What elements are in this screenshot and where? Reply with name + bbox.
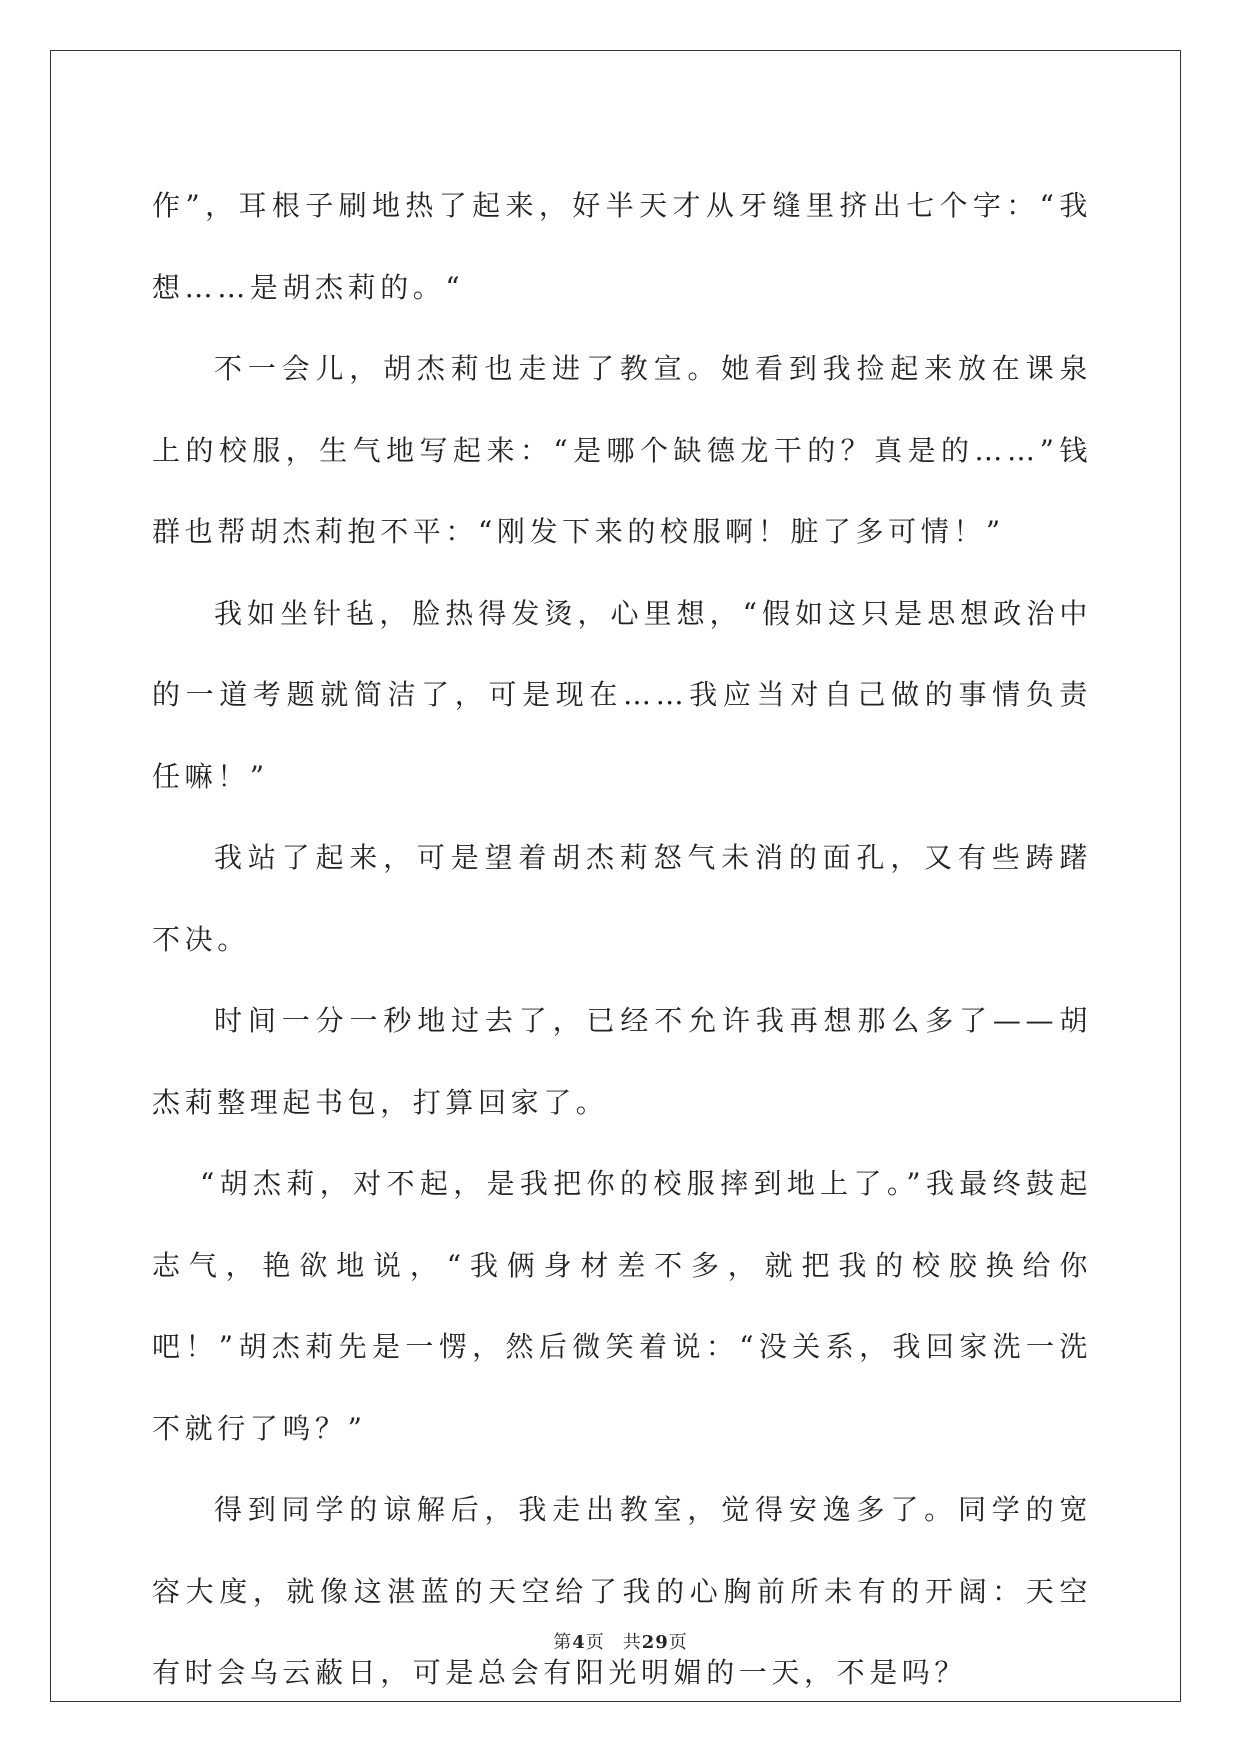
document-body [152,165,1092,1714]
paragraph-1: 作”，耳根子刷地热了起来，好半天才从牙缝里挤出七个字：“我想……是胡杰莉的。“ [152,189,1092,304]
page-footer [0,1628,1241,1654]
paragraph-3: 我如坐针毡，脸热得发烫，心里想，“假如这只是思想政治中的一道考题就简洁了，可是现在……我应当对自己做的事情负责任嘛！” [152,596,1092,793]
total-page-count: 29 [641,1632,669,1653]
paragraph-7: 得到同学的谅解后，我走出教室，觉得安逸多了。同学的宽容大度，就像这湛蓝的天空给了我的心胸前所未有的开阔：天空有时会乌云蔽日，可是总会有阳光明媚的一天，不是吗？ [152,1493,1092,1689]
current-page-number: 4 [572,1632,586,1653]
footer-prefix: 第 [553,1632,573,1653]
paragraph-4: 我站了起来，可是望着胡杰莉怒气未消的面孔，又有些踌躇不决。 [152,841,1092,956]
paragraph-6: “胡杰莉，对不起，是我把你的校服摔到地上了。”我最终鼓起志气，艳欲地说，“我俩身材差不多，就把我的校胶换给你吧！”胡杰莉先是一愣，然后微笑着说：“没关系，我回家洗一洗不就行了鸣？” [152,1167,1092,1445]
footer-page-unit: 页 [585,1632,605,1653]
paragraph-5: 时间一分一秒地过去了，已经不允许我再想那么多了——胡杰莉整理起书包，打算回家了。 [152,1004,1092,1119]
footer-total-unit: 页 [668,1632,688,1653]
paragraph-2: 不一会儿，胡杰莉也走进了教宣。她看到我捡起来放在课泉上的校服，生气地写起来：“是哪个缺德龙干的？真是的……”钱群也帮胡杰莉抱不平：“刚发下来的校服啊！脏了多可情！” [152,352,1092,548]
footer-total-prefix: 共 [622,1632,642,1653]
